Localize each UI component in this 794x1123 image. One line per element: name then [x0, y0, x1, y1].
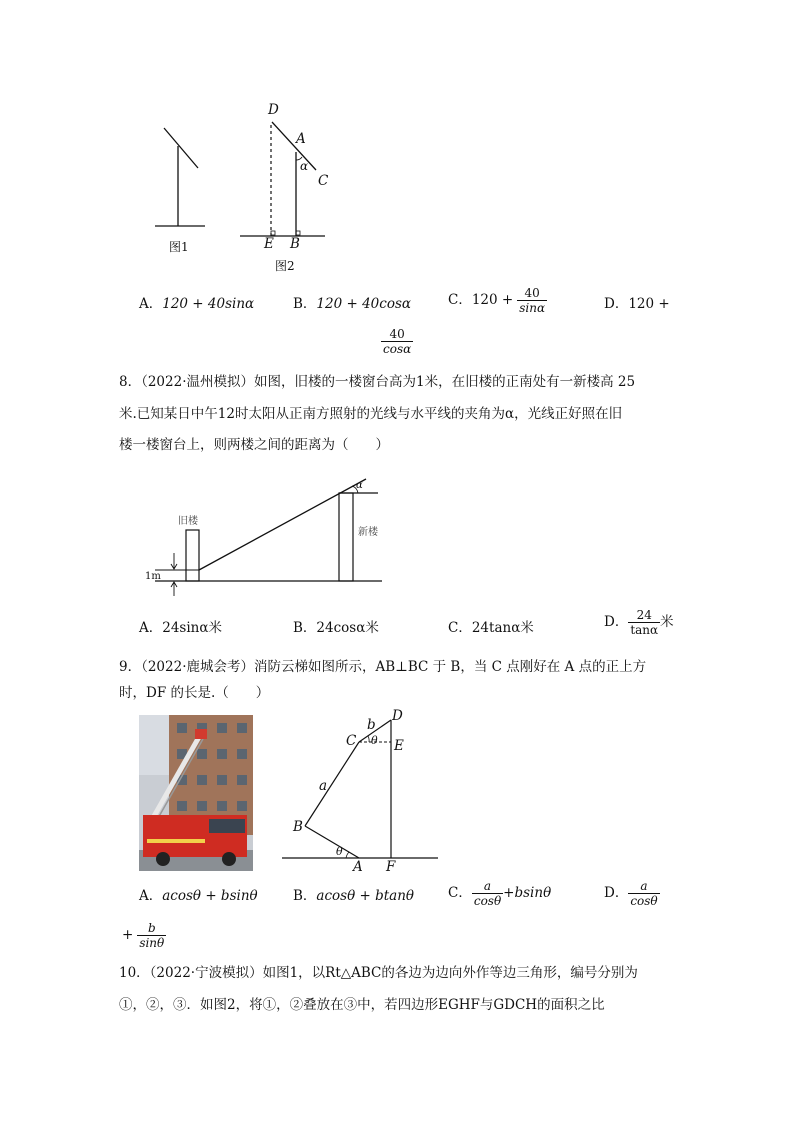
- option-suffix: +bsinθ: [503, 885, 552, 902]
- label-B: B: [290, 236, 300, 252]
- q8-stem-line2: 米.已知某日中午12时太阳从正南方照射的光线与水平线的夹角为α，光线正好照在旧: [119, 406, 623, 422]
- option-letter: C．: [448, 885, 472, 902]
- option-prefix: 120 +: [471, 292, 514, 309]
- old-building-label: 旧楼: [178, 516, 198, 527]
- option-fraction: [472, 880, 503, 908]
- option-letter: A．: [139, 888, 163, 904]
- option-letter: A．: [139, 620, 163, 636]
- label-B: B: [293, 819, 303, 835]
- label-F: F: [386, 859, 396, 875]
- label-D: D: [268, 102, 279, 118]
- option-letter: B．: [293, 620, 317, 636]
- q9-stem-line1: 9．（2022·鹿城会考）消防云梯如图所示，AB⊥BC 于 B，当 C 点刚好在 A 点的正上方: [119, 659, 647, 675]
- label-theta-bottom: θ: [336, 845, 343, 858]
- option-unit: 米: [660, 614, 674, 631]
- option-text: 24cosα米: [316, 620, 379, 636]
- fig1-caption: 图1: [169, 240, 189, 254]
- option-letter: D．: [604, 614, 629, 631]
- label-A: A: [296, 131, 306, 147]
- fraction-denominator: tanα: [630, 623, 659, 638]
- fraction-denominator: cosα: [383, 342, 412, 357]
- label-C: C: [346, 733, 357, 749]
- fraction-numerator: 24: [636, 608, 652, 622]
- option-letter: C．: [448, 292, 472, 309]
- option-letter: A．: [139, 296, 163, 312]
- q8-stem-line1: 8．（2022·温州模拟）如图，旧楼的一楼窗台高为1米，在旧楼的正南处有一新楼高 25: [119, 374, 636, 390]
- label-C: C: [318, 173, 329, 189]
- fraction-numerator: a: [483, 879, 492, 893]
- label-E: E: [264, 236, 274, 252]
- option-text: acosθ + bsinθ: [162, 888, 258, 904]
- q9-option-d[interactable]: [604, 880, 660, 908]
- fraction-numerator: a: [640, 879, 648, 893]
- fig2-caption: 图2: [275, 259, 295, 273]
- option-text: acosθ + btanθ: [316, 888, 415, 904]
- label-A: A: [353, 859, 363, 875]
- option-plus: +: [122, 927, 134, 944]
- q9-option-c[interactable]: [448, 880, 551, 908]
- q9-option-a[interactable]: [139, 890, 258, 904]
- fraction-numerator: b: [147, 921, 156, 935]
- q9-option-b[interactable]: [293, 890, 414, 904]
- q8-stem-line3: 楼一楼窗台上，则两楼之间的距离为（ ）: [119, 437, 389, 453]
- q10-stem-line1: 10．（2022·宁波模拟）如图1，以Rt△ABC的各边为边向外作等边三角形，编号分别为: [119, 965, 638, 981]
- option-text: 120 + 40sinα: [162, 296, 255, 312]
- option-letter: B．: [293, 888, 317, 904]
- option-letter: D．: [604, 296, 629, 312]
- q9-option-d-continued: [122, 922, 166, 950]
- option-text: 120 + 40cosα: [316, 296, 411, 312]
- q10-stem-line2: ①，②，③．如图2，将①，②叠放在③中，若四边形EGHF与GDCH的面积之比: [119, 997, 605, 1013]
- option-fraction: [628, 880, 659, 908]
- label-D: D: [392, 708, 403, 724]
- alpha-label: α: [356, 480, 363, 491]
- fraction-denominator: cosθ: [473, 894, 502, 909]
- label-E: E: [394, 738, 404, 754]
- option-letter: B．: [293, 296, 317, 312]
- fraction-denominator: sinα: [519, 301, 546, 316]
- fraction-denominator: sinθ: [139, 936, 165, 951]
- option-prefix: 120 +: [628, 296, 670, 312]
- option-letter: D．: [604, 885, 629, 902]
- option-fraction: [137, 922, 166, 950]
- fraction-denominator: cosθ: [630, 894, 658, 909]
- label-b: b: [367, 717, 376, 733]
- option-text: 24tanα米: [471, 620, 534, 636]
- q9-stem-line2: 时，DF 的长是.（ ）: [119, 685, 270, 701]
- height-label: 1m: [145, 571, 161, 582]
- option-text: 24sinα米: [162, 620, 222, 636]
- new-building-label: 新楼: [358, 527, 378, 538]
- option-letter: C．: [448, 620, 472, 636]
- label-alpha: α: [300, 159, 309, 173]
- fraction-numerator: 40: [524, 286, 540, 300]
- label-a: a: [319, 778, 328, 794]
- fraction-numerator: 40: [389, 327, 405, 341]
- label-theta-top: θ: [371, 734, 378, 747]
